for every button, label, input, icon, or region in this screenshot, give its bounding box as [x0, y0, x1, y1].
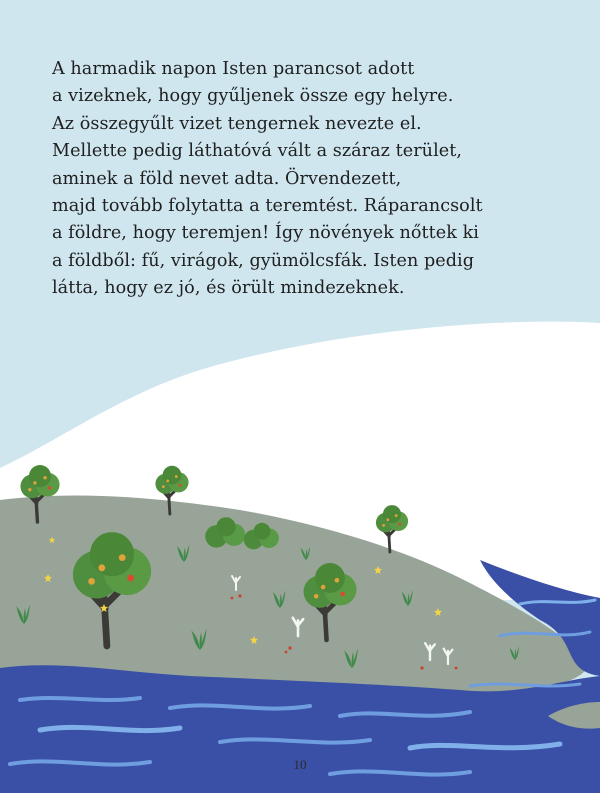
story-line: Az összegyűlt vizet tengernek nevezte el. [52, 113, 422, 134]
story-line: Mellette pedig láthatóvá vált a száraz terület, [52, 141, 462, 162]
story-line: A harmadik napon Isten parancsot adott [52, 59, 415, 79]
story-line: a földből: fű, virágok, gyümölcsfák. Isten pedig [52, 250, 475, 271]
story-line: a vizeknek, hogy gyűljenek össze egy helyre. [52, 86, 454, 107]
story-line: majd tovább folytatta a teremtést. Ráparancsolt [52, 196, 483, 217]
story-line: aminek a föld nevet adta. Örvendezett, [52, 168, 402, 189]
story-line: látta, hogy ez jó, és örült mindezeknek. [52, 278, 405, 299]
story-line: a földre, hogy teremjen! Így növények nőttek ki [52, 223, 479, 244]
story-text [52, 56, 572, 303]
page-number: 10 [293, 757, 307, 772]
